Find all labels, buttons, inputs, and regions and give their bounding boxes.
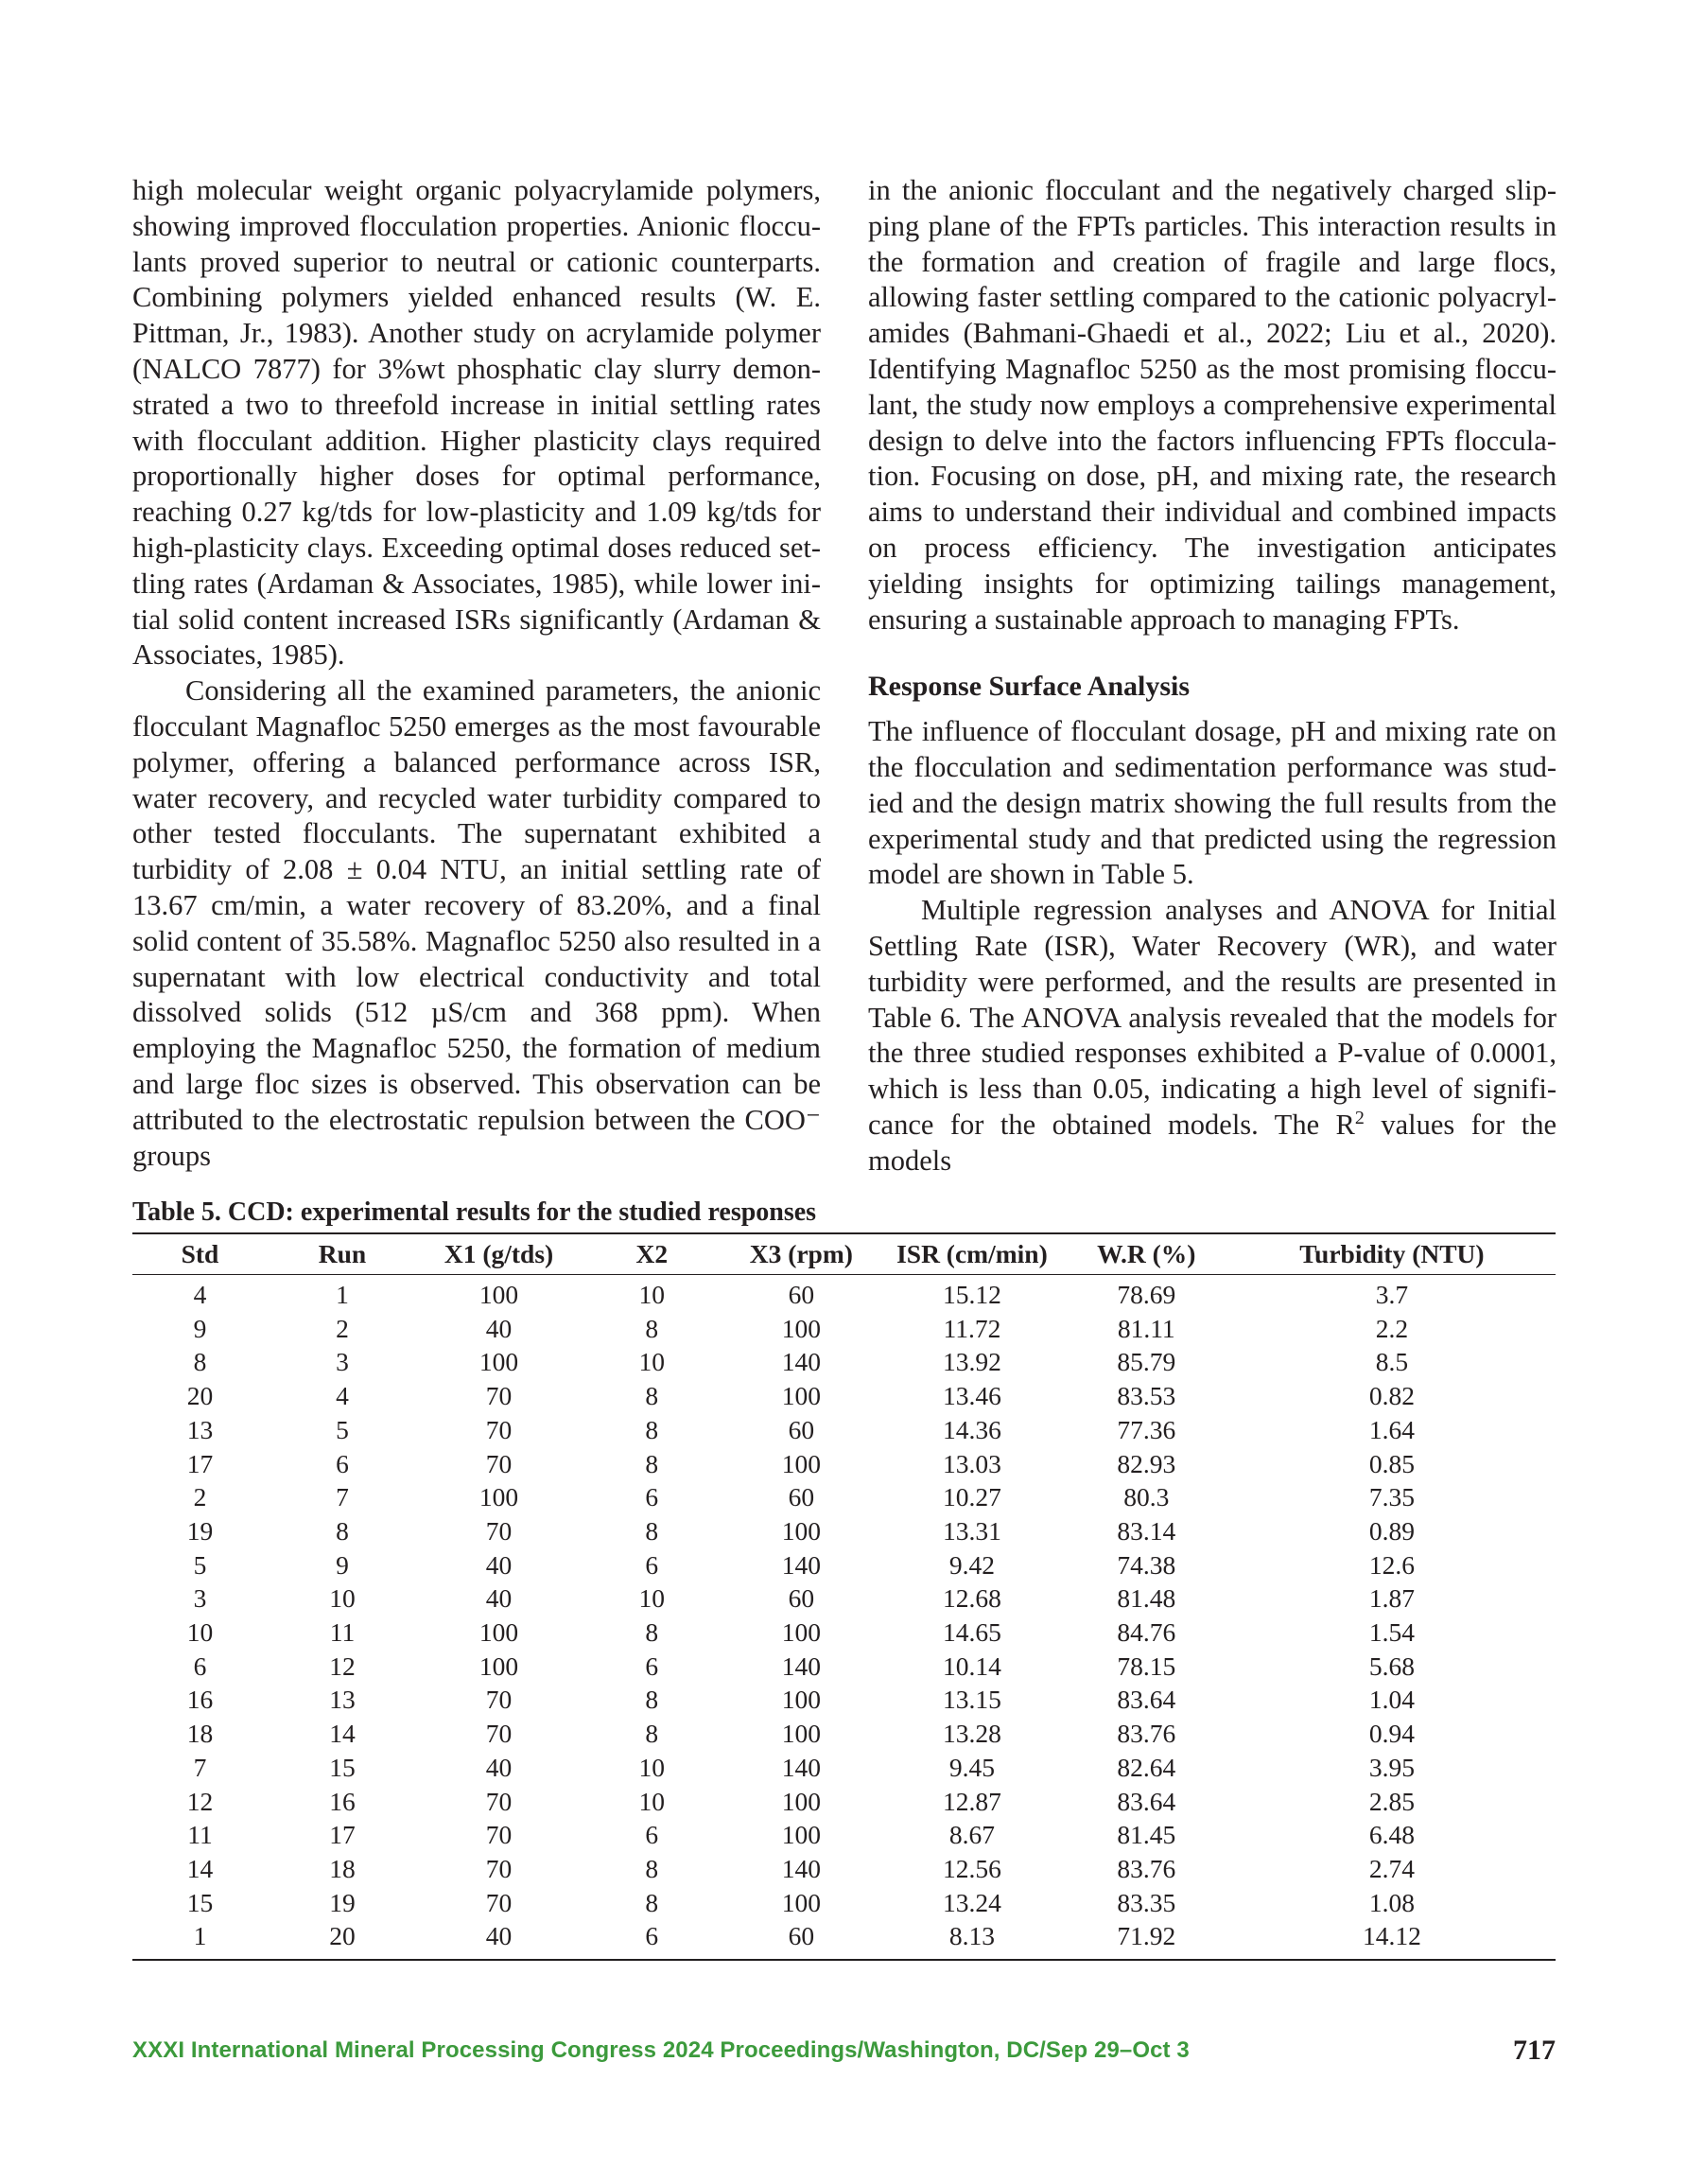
table-cell: 13 (186, 1414, 214, 1444)
table-cell: 2 (336, 1313, 349, 1343)
table-cell: 15 (186, 1887, 214, 1917)
table-cell: 100 (781, 1313, 821, 1343)
table-cell: 82.93 (1117, 1448, 1176, 1478)
table-cell: 100 (781, 1448, 821, 1478)
table-row (132, 1514, 1556, 1548)
table-cell: 6 (336, 1448, 349, 1478)
table-cell: 13.28 (942, 1719, 1001, 1749)
table-cell: 81.45 (1117, 1820, 1176, 1850)
table-cell: 8 (645, 1313, 659, 1343)
table-row (132, 1919, 1556, 1960)
table-cell: 13.03 (942, 1448, 1001, 1478)
table-cell: 81.48 (1117, 1583, 1176, 1614)
table-cell: 70 (485, 1887, 513, 1917)
table-cell: 11 (187, 1820, 213, 1850)
table-cell: 6 (645, 1482, 659, 1512)
table-cell: 100 (478, 1347, 519, 1377)
table-cell: 71.92 (1065, 1919, 1228, 1960)
table-cell: 8 (645, 1887, 659, 1917)
table-header (132, 1233, 1556, 1275)
table-row (132, 1785, 1556, 1819)
table-cell: 5 (193, 1549, 207, 1580)
table-cell: 100 (478, 1617, 519, 1648)
table-cell: 4 (193, 1280, 207, 1309)
table-cell: 10 (638, 1752, 666, 1782)
table-cell: 8 (645, 1448, 659, 1478)
table-cell: 40 (417, 1919, 581, 1960)
table-cell: 12.56 (942, 1853, 1001, 1883)
table-cell: 11.72 (943, 1313, 1001, 1343)
table-cell: 70 (485, 1414, 513, 1444)
paragraph-text: Multiple regression analyses and ANOVA for Initial Settling Rate (ISR), Water Recovery (WR), and water turbidity were performed, and the results are presented in Table 6. The ANOVA analysis revealed that the models for the three studied responses exhibited a P-value of 0.0001, which is less than 0.05, indicating a high level of significance for the obtained models. The R (868, 894, 1557, 1141)
column-header: Std (132, 1233, 268, 1275)
table-cell: 13.24 (942, 1887, 1001, 1917)
table-cell: 78.69 (1117, 1280, 1176, 1309)
table-row (132, 1852, 1556, 1886)
table-cell: 14 (186, 1853, 214, 1883)
table-cell: 74.38 (1117, 1549, 1176, 1580)
table-cell: 0.94 (1368, 1719, 1415, 1749)
table-row (132, 1345, 1556, 1379)
table-cell: 7.35 (1368, 1482, 1415, 1512)
table-cell: 8 (645, 1617, 659, 1648)
paragraph (868, 893, 1557, 1179)
table-cell: 13.92 (942, 1347, 1001, 1377)
table-cell: 13.46 (942, 1381, 1001, 1411)
table-block (132, 1197, 1556, 1961)
page-footer (132, 2037, 1556, 2075)
table-cell: 13.15 (942, 1685, 1001, 1715)
table-row (132, 1413, 1556, 1447)
table-cell: 17 (329, 1820, 356, 1850)
table-cell: 1.04 (1368, 1685, 1415, 1715)
table-cell: 70 (485, 1685, 513, 1715)
table-cell: 8.67 (948, 1820, 995, 1850)
table-cell: 5 (336, 1414, 349, 1444)
table-cell: 100 (781, 1381, 821, 1411)
table-row (132, 1717, 1556, 1751)
table-cell: 8.13 (879, 1919, 1065, 1960)
table-body (132, 1275, 1556, 1961)
table-cell: 19 (329, 1887, 356, 1917)
table-cell: 7 (193, 1752, 207, 1782)
table-cell: 8 (645, 1853, 659, 1883)
table-cell: 78.15 (1117, 1651, 1176, 1681)
table-cell: 11 (329, 1617, 356, 1648)
table-cell: 12 (329, 1651, 356, 1681)
table-cell: 17 (186, 1448, 214, 1478)
page-number: 717 (1513, 2035, 1556, 2066)
header-row (132, 1233, 1556, 1275)
table-cell: 83.76 (1117, 1719, 1176, 1749)
table-cell: 8 (645, 1515, 659, 1546)
table-cell: 10 (638, 1583, 666, 1614)
table-cell: 10 (329, 1583, 356, 1614)
column-header: X1 (g/tds) (417, 1233, 581, 1275)
table-cell: 10 (638, 1280, 666, 1309)
table-row (132, 1480, 1556, 1514)
table-row (132, 1312, 1556, 1346)
table-cell: 140 (781, 1651, 821, 1681)
column-header: W.R (%) (1065, 1233, 1228, 1275)
table-cell: 83.64 (1117, 1786, 1176, 1816)
column-header: Run (268, 1233, 417, 1275)
table-cell: 10.27 (942, 1482, 1001, 1512)
table-cell: 8 (645, 1719, 659, 1749)
table-cell: 12.68 (942, 1583, 1001, 1614)
table-row (132, 1886, 1556, 1920)
paragraph: in the anionic flocculant and the negatively charged slipping plane of the FPTs particles. This interaction results in the formation and creation of fragile and large flocs, allowing faster settling compared to the cationic polyacrylamides (Bahmani-Ghaedi et al., 2022; Liu et al., 2020). Identifying Magnafloc 5250 as the most promising flocculant, the study now employs a comprehensive experimental design to delve into the factors influencing FPTs flocculation. Focusing on dose, pH, and mixing rate, the research aims to understand their individual and combined impacts on process efficiency. The investigation anticipates yielding insights for optimizing tailings management, ensuring a sustainable approach to managing FPTs. (868, 174, 1557, 636)
table-cell: 80.3 (1123, 1482, 1170, 1512)
table-cell: 6 (193, 1651, 207, 1681)
table-cell: 1.54 (1368, 1617, 1415, 1648)
table-cell: 6.48 (1368, 1820, 1415, 1850)
table-row (132, 1616, 1556, 1650)
table-cell: 16 (329, 1786, 356, 1816)
table-cell: 5.68 (1368, 1651, 1415, 1681)
table-cell: 8 (645, 1414, 659, 1444)
table-cell: 83.53 (1117, 1381, 1176, 1411)
left-text-column (132, 173, 821, 1174)
column-header: ISR (cm/min) (879, 1233, 1065, 1275)
table-cell: 1 (132, 1919, 268, 1960)
footer-title: XXXI International Mineral Processing Congress 2024 Proceedings/Washington, DC/Sep 29–Oct 3 (132, 2037, 1190, 2063)
table-row (132, 1447, 1556, 1481)
table-cell: 8 (336, 1515, 349, 1546)
table-cell: 60 (788, 1482, 815, 1512)
table-cell: 20 (268, 1919, 417, 1960)
table-row (132, 1650, 1556, 1684)
table-cell: 10 (186, 1617, 214, 1648)
table-cell: 81.11 (1117, 1313, 1175, 1343)
paragraph-text: values for the models (868, 1108, 1557, 1177)
table-cell: 15.12 (942, 1280, 1001, 1309)
table-cell: 70 (485, 1853, 513, 1883)
right-text-column (868, 173, 1557, 1179)
table-row (132, 1683, 1556, 1717)
table-cell: 18 (329, 1853, 356, 1883)
table-cell: 13 (329, 1685, 356, 1715)
table-cell: 40 (485, 1752, 513, 1782)
table-cell: 13.31 (942, 1515, 1001, 1546)
table-cell: 19 (186, 1515, 214, 1546)
table-cell: 14.36 (942, 1414, 1001, 1444)
table-cell: 100 (478, 1280, 519, 1309)
table-cell: 12.87 (942, 1786, 1001, 1816)
table-cell: 40 (485, 1313, 513, 1343)
table-cell: 100 (781, 1820, 821, 1850)
table-row (132, 1581, 1556, 1616)
superscript: 2 (1354, 1107, 1365, 1128)
table-cell: 1.87 (1368, 1583, 1415, 1614)
table-cell: 9.42 (948, 1549, 995, 1580)
table-cell: 16 (186, 1685, 214, 1715)
table-cell: 40 (485, 1583, 513, 1614)
table-cell: 20 (186, 1381, 214, 1411)
results-table (132, 1232, 1556, 1961)
section-heading: Response Surface Analysis (868, 671, 1191, 703)
table-cell: 77.36 (1117, 1414, 1176, 1444)
table-cell: 60 (723, 1919, 880, 1960)
table-cell: 140 (781, 1752, 821, 1782)
table-row (132, 1275, 1556, 1312)
table-cell: 8 (193, 1347, 207, 1377)
table-cell: 6 (645, 1651, 659, 1681)
table-cell: 0.85 (1368, 1448, 1415, 1478)
table-cell: 100 (781, 1786, 821, 1816)
table-row (132, 1548, 1556, 1582)
table-row (132, 1818, 1556, 1852)
table-cell: 84.76 (1117, 1617, 1176, 1648)
table-cell: 82.64 (1117, 1752, 1176, 1782)
table-cell: 83.35 (1117, 1887, 1176, 1917)
table-cell: 9.45 (948, 1752, 995, 1782)
table-cell: 6 (581, 1919, 723, 1960)
table-cell: 60 (788, 1583, 815, 1614)
table-cell: 7 (336, 1482, 349, 1512)
table-cell: 2.2 (1375, 1313, 1409, 1343)
table-cell: 6 (645, 1820, 659, 1850)
table-row (132, 1751, 1556, 1785)
table-cell: 0.89 (1368, 1515, 1415, 1546)
table-cell: 140 (781, 1347, 821, 1377)
table-cell: 100 (781, 1515, 821, 1546)
table-cell: 100 (781, 1719, 821, 1749)
table-cell: 3.95 (1368, 1752, 1415, 1782)
paragraph: The influence of flocculant dosage, pH and mixing rate on the flocculation and sedimentation performance was studied and the design matrix showing the full results from the experimental study and that predicted using the regression model are shown in Table 5. (868, 715, 1557, 891)
table-cell: 2 (193, 1482, 207, 1512)
table-cell: 60 (788, 1414, 815, 1444)
table-cell: 8 (645, 1381, 659, 1411)
table-cell: 10.14 (942, 1651, 1001, 1681)
table-row (132, 1379, 1556, 1413)
table-cell: 15 (329, 1752, 356, 1782)
table-cell: 14.65 (942, 1617, 1001, 1648)
table-cell: 70 (485, 1381, 513, 1411)
table-cell: 2.85 (1368, 1786, 1415, 1816)
table-cell: 10 (638, 1347, 666, 1377)
table-cell: 1 (336, 1280, 349, 1309)
table-cell: 10 (638, 1786, 666, 1816)
table-cell: 1.64 (1368, 1414, 1415, 1444)
table-cell: 70 (485, 1719, 513, 1749)
table-cell: 70 (485, 1820, 513, 1850)
table-cell: 60 (788, 1280, 815, 1309)
table-cell: 83.76 (1117, 1853, 1176, 1883)
table-cell: 1.08 (1368, 1887, 1415, 1917)
table-cell: 70 (485, 1448, 513, 1478)
table-cell: 3 (336, 1347, 349, 1377)
table-cell: 100 (781, 1887, 821, 1917)
column-header: Turbidity (NTU) (1228, 1233, 1556, 1275)
table-cell: 70 (485, 1786, 513, 1816)
table-cell: 4 (336, 1381, 349, 1411)
table-cell: 83.64 (1117, 1685, 1176, 1715)
paragraph: high molecular weight organic polyacrylamide polymers, showing improved flocculation properties. Anionic flocculants proved superior to neutral or cationic counterparts. Combining polymers yielded enhanced results (W. E. Pittman, Jr., 1983). Another study on acrylamide polymer (NALCO 7877) for 3%wt phosphatic clay slurry demonstrated a two to threefold increase in initial settling rates with flocculant addition. Higher plasticity clays required proportionally higher doses for optimal performance, reaching 0.27 kg/tds for low-plasticity and 1.09 kg/tds for high-plasticity clays. Exceeding optimal doses reduced settling rates (Ardaman & Associates, 1985), while lower initial solid content increased ISRs significantly (Ardaman & Associates, 1985). (132, 174, 821, 672)
table-cell: 14 (329, 1719, 356, 1749)
table-cell: 3 (193, 1583, 207, 1614)
table-cell: 14.12 (1228, 1919, 1556, 1960)
table-cell: 100 (781, 1617, 821, 1648)
table-caption: Table 5. CCD: experimental results for the studied responses (132, 1197, 817, 1227)
table-cell: 2.74 (1368, 1853, 1415, 1883)
table-cell: 70 (485, 1515, 513, 1546)
table-cell: 12.6 (1368, 1549, 1415, 1580)
table-cell: 100 (478, 1651, 519, 1681)
table-cell: 140 (781, 1853, 821, 1883)
table-cell: 100 (478, 1482, 519, 1512)
table-cell: 8.5 (1375, 1347, 1409, 1377)
table-cell: 3.7 (1375, 1280, 1409, 1309)
table-cell: 9 (193, 1313, 207, 1343)
column-header: X2 (581, 1233, 723, 1275)
paragraph: Considering all the examined parameters, the anionic flocculant Magnafloc 5250 emerges as the most favourable polymer, offering a balanced performance across ISR, water recovery, and recycled water turbidity compared to other tested flocculants. The supernatant exhibited a turbidity of 2.08 ± 0.04 NTU, an initial settling rate of 13.67 cm/​min, a water recovery of 83.20%, and a final solid content of 35.58%. Magnafloc 5250 also resulted in a supernatant with low electrical conductivity and total dissolved solids (512 µS/cm and 368 ppm). When employing the Magnafloc 5250, the formation of medium and large floc sizes is observed. This observation can be attributed to the electrostatic repulsion between the COO⁻ groups (132, 674, 821, 1172)
table-cell: 85.79 (1117, 1347, 1176, 1377)
column-header: X3 (rpm) (723, 1233, 880, 1275)
table-cell: 18 (186, 1719, 214, 1749)
table-cell: 100 (781, 1685, 821, 1715)
table-cell: 12 (186, 1786, 214, 1816)
table-cell: 8 (645, 1685, 659, 1715)
table-cell: 6 (645, 1549, 659, 1580)
table-cell: 83.14 (1117, 1515, 1176, 1546)
table-cell: 0.82 (1368, 1381, 1415, 1411)
table-cell: 40 (485, 1549, 513, 1580)
table-cell: 140 (781, 1549, 821, 1580)
table-cell: 9 (336, 1549, 349, 1580)
